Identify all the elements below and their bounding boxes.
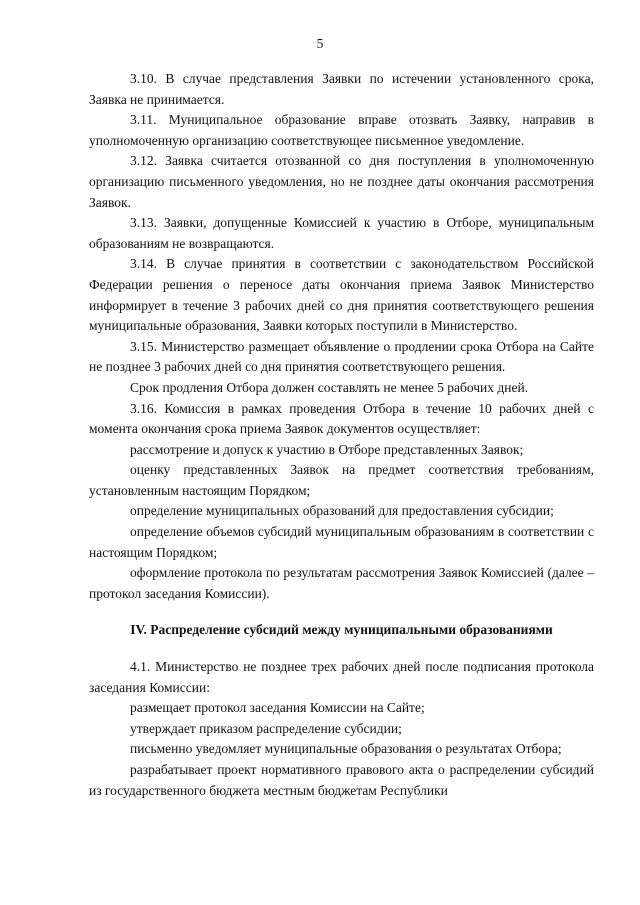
- paragraph-3-13: 3.13. Заявки, допущенные Комиссией к участию в Отборе, муниципальным образованиям не возвращаются.: [89, 215, 594, 251]
- page-number: 5: [316, 36, 324, 51]
- list-item-draft-act: разрабатывает проект нормативного правового акта о распределении субсидий из государственного бюджета местным бюджетам Республики: [89, 762, 594, 798]
- list-item-publish-protocol: размещает протокол заседания Комиссии на Сайте;: [130, 700, 425, 716]
- list-item-review-admission: рассмотрение и допуск к участию в Отборе представленных Заявок;: [130, 441, 524, 457]
- paragraph-3-15: 3.15. Министерство размещает объявление о продлении срока Отбора на Сайте не позднее 3 рабочих дней со дня принятия соответствующего решения.: [89, 338, 594, 375]
- list-item-determine-volumes: определение объемов субсидий муниципальным образованиям в соответствии с настоящим Порядком;: [89, 524, 594, 560]
- section-heading: IV. Распределение субсидий между муниципальными образованиями: [130, 622, 553, 638]
- list-item-notify-municipalities: письменно уведомляет муниципальные образования о результатах Отбора;: [130, 741, 562, 757]
- list-item-evaluation: оценку представленных Заявок на предмет соответствия требованиям, установленным настоящим Порядком;: [89, 462, 594, 498]
- paragraph-3-12: 3.12. Заявка считается отозванной со дня поступления в уполномоченную организацию письменного уведомления, но не позднее даты окончания рассмотрения Заявок.: [89, 153, 594, 210]
- list-item-approve-distribution: утверждает приказом распределение субсидии;: [130, 720, 402, 736]
- paragraph-3-10: 3.10. В случае представления Заявки по истечении установленного срока, Заявка не принимается.: [89, 71, 594, 107]
- paragraph-3-14: 3.14. В случае принятия в соответствии с законодательством Российской Федерации решения о переносе даты окончания приема Заявок Министерство информирует в течение 3 рабочих дней со дня принятия соответствующего решения муниципальные образования, Заявки которых поступили в Министерство.: [89, 256, 594, 334]
- document-body: [89, 69, 594, 801]
- list-item-determine-municipalities: определение муниципальных образований для предоставления субсидии;: [130, 503, 554, 519]
- paragraph-extension-term: Срок продления Отбора должен составлять не менее 5 рабочих дней.: [130, 379, 529, 395]
- paragraph-4-1: 4.1. Министерство не позднее трех рабочих дней после подписания протокола заседания Комиссии:: [89, 659, 594, 695]
- list-item-protocol: оформление протокола по результатам рассмотрения Заявок Комиссией (далее – протокол заседания Комиссии).: [89, 565, 594, 601]
- paragraph-3-16: 3.16. Комиссия в рамках проведения Отбора в течение 10 рабочих дней с момента окончания срока приема Заявок документов осуществляет:: [89, 400, 594, 437]
- paragraph-3-11: 3.11. Муниципальное образование вправе отозвать Заявку, направив в уполномоченную организацию соответствующее письменное уведомление.: [89, 112, 594, 148]
